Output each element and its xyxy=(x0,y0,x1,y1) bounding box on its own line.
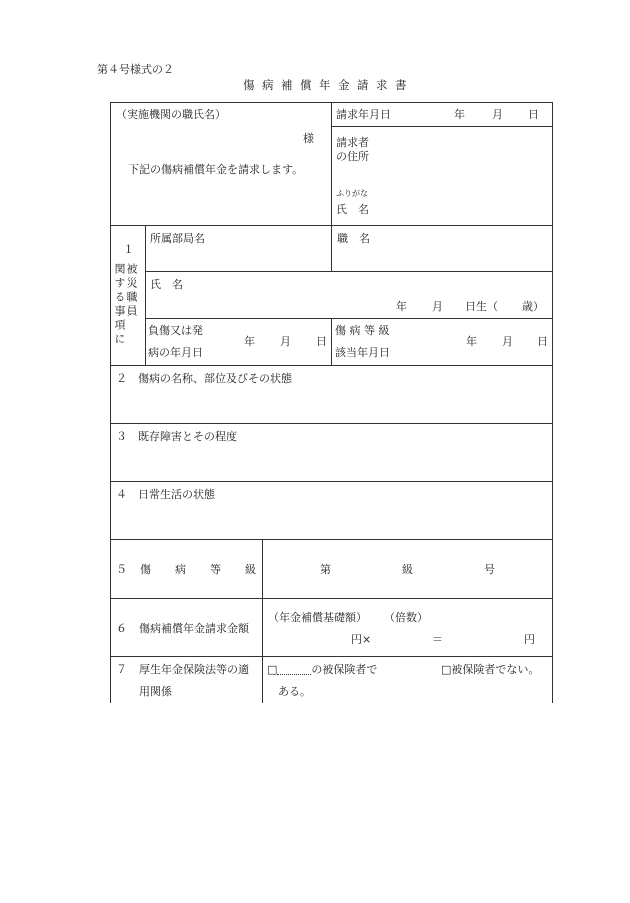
section4-label: ４ 日常生活の状態 xyxy=(116,488,215,501)
grade-year: 年 xyxy=(466,335,477,348)
row-divider xyxy=(110,656,552,657)
table-left-border xyxy=(110,102,111,703)
row-divider xyxy=(110,365,552,366)
claimant-name-label: 氏 名 xyxy=(336,203,369,216)
multiplier-label: （倍数） xyxy=(384,611,428,624)
birth-month: 月 xyxy=(432,300,443,313)
section5-label-char: 病 xyxy=(175,563,186,576)
yen-label: 円 xyxy=(524,633,535,646)
form-number: 第４号様式の２ xyxy=(97,63,174,76)
section3-label: ３ 既存障害とその程度 xyxy=(116,430,237,443)
request-date-day: 日 xyxy=(528,108,539,121)
insured-checkbox[interactable]: □ xyxy=(267,663,278,676)
section1-side-label-1: 被災職員 xyxy=(125,263,138,319)
grade-kyu: 級 xyxy=(402,563,413,576)
birth-age: 歳） xyxy=(522,300,544,313)
insurance-type-blank[interactable] xyxy=(277,664,311,675)
col-divider xyxy=(331,102,332,271)
insured-option[interactable] xyxy=(267,664,377,675)
insured-option-text: の被保険者で xyxy=(311,663,378,676)
row-divider xyxy=(145,271,552,272)
row-divider xyxy=(110,423,552,424)
section5-label xyxy=(140,564,256,575)
injury-day: 日 xyxy=(316,335,327,348)
col-divider xyxy=(331,318,332,365)
section7-label: 厚生年金保険法等の適 xyxy=(139,663,249,676)
section7-label-2: 用関係 xyxy=(139,685,172,698)
section1-number: １ xyxy=(123,243,134,256)
base-amount-label: （年金補償基礎額） xyxy=(268,611,367,624)
grade-go: 号 xyxy=(484,563,495,576)
section5-number: ５ xyxy=(116,563,127,576)
birth-year: 年 xyxy=(396,300,407,313)
yen-times: 円× xyxy=(351,633,372,646)
injury-date-label: 負傷又は発 xyxy=(148,324,203,337)
institution-label: （実施機関の職氏名） xyxy=(116,108,226,121)
section2-label: ２ 傷病の名称、部位及びその状態 xyxy=(116,372,292,385)
row-divider xyxy=(110,598,552,599)
insured-option-text-2: ある。 xyxy=(278,685,311,698)
row-divider xyxy=(145,318,552,319)
injury-date-label-2: 病の年月日 xyxy=(148,346,203,359)
section1-side-label-2: 関する事項に xyxy=(113,263,126,347)
grade-month: 月 xyxy=(502,335,513,348)
furigana-label: ふりがな xyxy=(336,189,368,198)
claimant-address-label-2: の住所 xyxy=(336,150,369,163)
request-sentence: 下記の傷病補償年金を請求します。 xyxy=(128,163,304,176)
sama-label: 様 xyxy=(303,132,314,145)
section6-number: ６ xyxy=(116,622,127,635)
row-divider xyxy=(331,126,552,127)
grade-day: 日 xyxy=(537,335,548,348)
section5-label-char: 傷 xyxy=(140,563,151,576)
row-divider xyxy=(110,481,552,482)
table-right-border xyxy=(552,102,553,703)
employee-name-label: 氏 名 xyxy=(150,278,183,291)
section7-number: ７ xyxy=(116,663,127,676)
injury-year: 年 xyxy=(244,335,255,348)
section5-label-char: 等 xyxy=(210,563,221,576)
form-title: 傷病補償年金請求書 xyxy=(243,78,414,92)
section5-label-char: 級 xyxy=(245,563,256,576)
row-divider xyxy=(110,539,552,540)
col-divider xyxy=(262,539,263,703)
grade-dai: 第 xyxy=(320,563,331,576)
col-divider xyxy=(145,225,146,365)
equals-sign: ＝ xyxy=(432,633,443,646)
claimant-address-label: 請求者 xyxy=(336,136,369,149)
injury-month: 月 xyxy=(280,335,291,348)
request-date-month: 月 xyxy=(492,108,503,121)
grade-date-label-2: 該当年月日 xyxy=(335,346,390,359)
position-label: 職 名 xyxy=(337,232,370,245)
department-label: 所属部局名 xyxy=(150,232,205,245)
section6-label: 傷病補償年金請求金額 xyxy=(139,622,249,635)
request-date-year: 年 xyxy=(454,108,465,121)
not-insured-option[interactable]: □被保険者でない。 xyxy=(441,663,540,676)
birth-day: 日生（ xyxy=(465,300,498,313)
grade-date-label: 傷 病 等 級 xyxy=(335,324,390,337)
request-date-label: 請求年月日 xyxy=(336,108,391,121)
